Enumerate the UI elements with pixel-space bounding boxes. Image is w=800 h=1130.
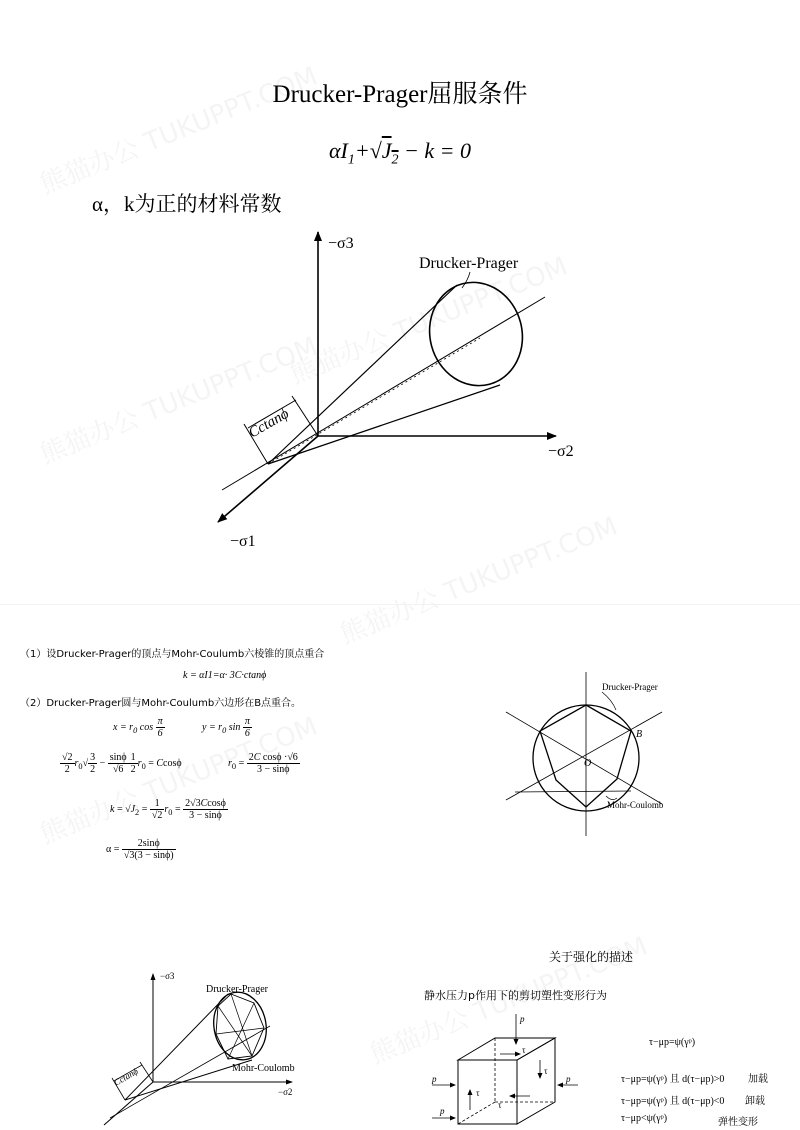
mc-label: Mohr-Coulomb (607, 800, 664, 810)
rule-loading-eq: τ−μp=ψ(γᵖ) 且 d(τ−μp)>0 (621, 1074, 725, 1085)
rule-unloading-label: 卸载 (745, 1096, 765, 1107)
eq-r0: $r_0$ = $\frac{\text{2C cosϕ ·√6}}{3 - \sin\phi}$ (228, 752, 298, 775)
sigma1-axis (218, 436, 318, 522)
p-label-left: p (432, 1074, 437, 1084)
point-b-label: B (636, 729, 643, 740)
rule-unloading-eq: τ−μp=ψ(γᵖ) 且 d(τ−μp)<0 (621, 1096, 725, 1107)
sigma3-label: −σ3 (160, 971, 175, 981)
mc-label: Mohr-Coulomb (232, 1063, 295, 1074)
dp-cone-figure (200, 220, 600, 560)
p-label-top: p (520, 1014, 525, 1024)
rule-elastic-eq: τ−μp<ψ(γᵖ) (621, 1113, 668, 1124)
hardening-heading: 关于强化的描述 (549, 950, 634, 964)
p-label-right: p (566, 1074, 571, 1084)
eq-k-vertex: k = αI1=α· 3C·ctanϕ (183, 670, 267, 681)
point-o-label: O (584, 758, 592, 769)
eq-y: $y = r_0$ sin $\frac{\pi}{6}$ (202, 716, 250, 739)
case2-text: （2）Drucker-Prager圆与Mohr-Coulumb六边形在B点重合。 (20, 698, 302, 709)
cone-label: Drucker-Prager (419, 255, 519, 272)
eq-k: $k = √J_2$ = $\frac{1}{√2}$ $r_0$ = $\frac{2√3Ccos\phi}{3 - \sin\phi}$ (110, 798, 226, 821)
tau-label-left: τ (476, 1088, 480, 1098)
eq-r-left: $\frac{√2}{2}$ $r_0√$ $\frac{3}{2}$ − $\frac{\sin\phi}{√6}$ $\frac{1}{2}$ $r_0 = Ccos\phi$ (62, 752, 182, 775)
p-label-bottom: p (440, 1106, 445, 1116)
dp-label: Drucker-Prager (602, 682, 658, 692)
stress-cube-figure (425, 1008, 585, 1130)
sigma1-label: −σ1 (230, 533, 256, 550)
offset-label: Cctanϕ (112, 1065, 140, 1088)
eq-alpha: α = $\frac{2\sin\phi}{√3(3 - \sin\phi)}$ (106, 838, 174, 861)
watermark (34, 706, 322, 851)
sigma3-label: −σ3 (328, 235, 354, 252)
tau-label-top: τ (522, 1045, 526, 1055)
eq-x: $x = r_0$ cos $\frac{\pi}{6}$ (113, 716, 163, 739)
slide-divider (0, 604, 800, 605)
dp-mc-section-figure (500, 672, 670, 842)
dp-label: Drucker-Prager (206, 984, 268, 995)
rule-loading-label: 加载 (748, 1074, 768, 1085)
yield-formula: $\alpha I_1+√J_2 - k = 0$ (328, 138, 472, 168)
dp-circle (418, 272, 534, 396)
rule-base: τ−μp=ψ(γᵖ) (649, 1037, 696, 1048)
tau-label-right: τ (544, 1066, 548, 1076)
slide-title: Drucker-Prager屈服条件 (272, 81, 528, 108)
rule-elastic-label: 弹性变形 (718, 1117, 758, 1128)
sigma2-label: −σ2 (278, 1087, 293, 1097)
tau-label-bottom: τ (498, 1100, 502, 1110)
case1-text: （1）设Drucker-Prager的顶点与Mohr-Coulumb六棱锥的顶点重合 (20, 649, 325, 660)
dp-mc-cone-figure (95, 965, 335, 1130)
constants-text: α，k为正的材料常数 (92, 192, 282, 216)
offset-label: Cctanϕ (246, 405, 292, 442)
hardening-subheading: 静水压力p作用下的剪切塑性变形行为 (424, 989, 607, 1002)
sigma2-label: −σ2 (548, 443, 574, 460)
